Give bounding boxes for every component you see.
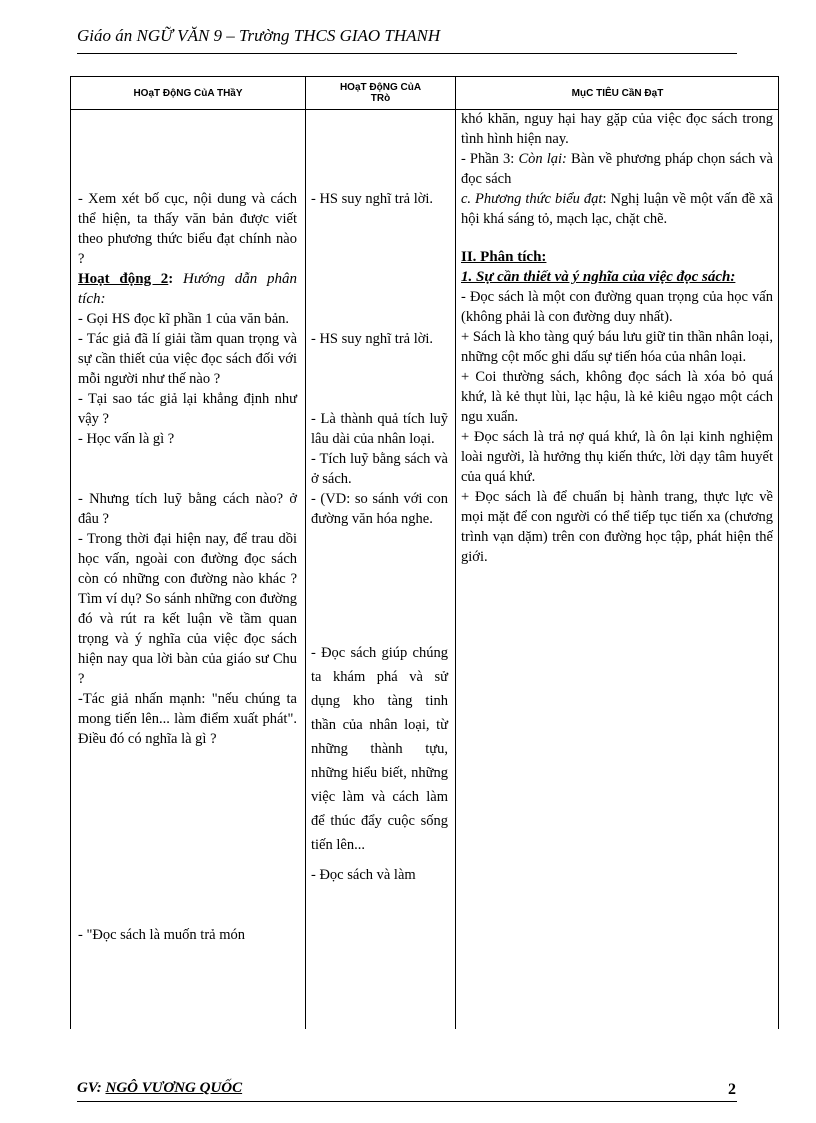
activity-2-heading [78,269,297,309]
document-header: Giáo án NGỮ VĂN 9 – Trường THCS GIAO THANH [77,26,441,45]
column-divider-2 [455,77,456,1029]
teacher-question-why: - Tại sao tác giả lại khẳng định như vậy ? [78,391,297,427]
goal-part-3-prefix: - Phần 3: [461,151,519,167]
goal-part-3 [461,149,773,189]
column-divider-1 [305,77,306,1029]
goal-method [461,189,773,229]
student-answer-explore: - Đọc sách giúp chúng ta khám phá và sử dụng kho tàng tinh thần của nhân loại, từ những thành tựu, những hiểu biết, những việc làm và cách làm để thúc đẩy cuộc sống tiến lên... [311,645,448,853]
teacher-question-structure: - Xem xét bố cục, nội dung và cách thể hiện, ta thấy văn bản được viết theo phương thức biểu đạt chính nào ? [78,191,297,267]
activity-2-desc: Hướng dẫn phân tích: [78,271,297,307]
student-answer-repay: - Đọc sách và làm [311,867,416,883]
teacher-question-importance: - Tác giả đã lí giải tầm quan trọng và sự cần thiết của việc đọc sách đối với mỗi người như thế nào ? [78,331,297,387]
gv-name: NGÔ VƯƠNG QUỐC [105,1080,243,1096]
goal-part-3-rest: Bàn về phương pháp chọn sách và đọc sách [461,151,773,187]
student-answer-think-2: - HS suy nghĩ trả lời. [311,331,434,347]
teacher-column [78,113,297,945]
footer-divider [77,1101,737,1102]
col-header-teacher: HOạT ĐộNG CủA THầY [133,87,243,99]
teacher-question-repay: - "Đọc sách là muốn trả món [78,927,245,943]
goal-repay: + Đọc sách là trả nợ quá khứ, là ôn lại kinh nghiệm loài người, là hưởng thụ kiến thức, lời dạy tâm huyết của quá khứ. [461,429,773,485]
goal-method-rest: : Nghị luận về một vấn đề xã hội khá sáng tỏ, mạch lạc, chặt chẽ. [461,191,773,227]
page-number: 2 [728,1081,736,1098]
student-answer-accumulate: - Tích luỹ bằng sách và ở sách. [311,451,448,487]
goals-column [461,113,773,567]
goal-method-label: c. Phương thức biểu đạt [461,191,603,207]
goal-prepare: + Đọc sách là để chuẩn bị hành trang, thực lực về mọi mặt để con người có thể tiếp tục tiến xa (chương trình vạn dặm) trên con đường học tập, phát hiện thế giới. [461,489,773,565]
student-answer-result: - Là thành quả tích luỹ lâu dài của nhân loại. [311,411,448,447]
student-answer-think-1: - HS suy nghĩ trả lời. [311,191,434,207]
student-column [311,113,448,885]
lesson-table [70,76,779,1029]
col-header-goals: MụC TIÊU CầN ĐạT [571,87,664,99]
activity-2-label: Hoạt động 2 [78,271,169,287]
gv-label: GV: [77,1080,102,1096]
teacher-signature [77,1080,242,1097]
activity-2-colon: : [168,271,174,287]
goal-road: - Đọc sách là một con đường quan trọng của học vấn (không phải là con đường duy nhất). [461,289,773,325]
teacher-question-hocvan: - Học vấn là gì ? [78,431,175,447]
goal-part-3-italic: Còn lại: [518,151,567,167]
goal-subsection-1: 1. Sự cần thiết và ý nghĩa của việc đọc sách: [461,269,736,285]
teacher-question-accumulate: - Nhưng tích luỹ bằng cách nào? ở đâu ? [78,491,297,527]
goal-section-analysis: II. Phân tích: [461,249,547,265]
header-divider [77,53,737,54]
goal-difficulty: khó khăn, nguy hại hay gặp của việc đọc sách trong tình hình hiện nay. [461,111,773,147]
col-header-student: HOạT ĐộNG CủA TRò [339,82,422,104]
teacher-question-emphasis: -Tác giả nhấn mạnh: "nếu chúng ta mong tiến lên... làm điểm xuất phát". Điều đó có nghĩa là gì ? [78,691,297,747]
teacher-question-modern: - Trong thời đại hiện nay, để trau dồi học vấn, ngoài con đường đọc sách còn có những con đường nào khác ? Tìm ví dụ? So sánh những con đường đó và rút ra kết luận về tầm quan trọng và ý nghĩa của việc đọc sách hiện nay qua lời bàn của giáo sư Chu ? [78,531,297,687]
goal-ignore: + Coi thường sách, không đọc sách là xóa bỏ quá khứ, là kẻ thụt lùi, lạc hậu, là kẻ kiêu ngạo một cách ngu xuẩn. [461,369,773,425]
student-answer-example: - (VD: so sánh với con đường văn hóa nghe. [311,491,448,527]
goal-treasure: + Sách là kho tàng quý báu lưu giữ tin thần nhân loại, những cột mốc ghi dấu sự tiến hóa của nhân loại. [461,329,773,365]
teacher-question-read: - Gọi HS đọc kĩ phần 1 của văn bản. [78,311,290,327]
